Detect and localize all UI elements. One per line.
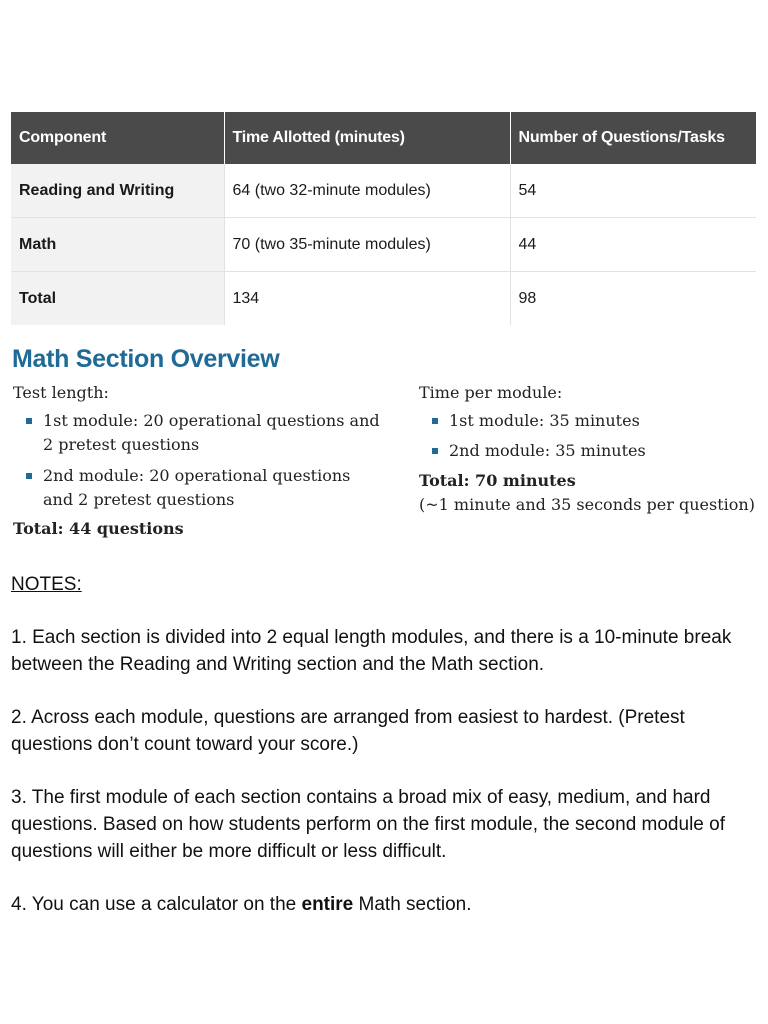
time-per-module-block bbox=[419, 381, 768, 517]
note-emphasis: entire bbox=[301, 894, 354, 915]
test-length-heading: Test length: bbox=[13, 383, 109, 402]
notes-section bbox=[11, 571, 759, 944]
table-header-row bbox=[11, 112, 756, 164]
square-bullet-icon bbox=[432, 418, 438, 424]
list-item-text: 1st module: 35 minutes bbox=[449, 411, 640, 430]
notes-heading: NOTES: bbox=[11, 574, 82, 595]
row-time-cell: 134 bbox=[224, 272, 510, 326]
table-row bbox=[11, 218, 756, 272]
exam-structure-table bbox=[11, 112, 756, 325]
time-per-module-heading: Time per module: bbox=[419, 383, 563, 402]
square-bullet-icon bbox=[26, 473, 32, 479]
list-item-text: 2nd module: 20 operational questions and 2 pretest questions bbox=[43, 466, 351, 509]
row-component-cell: Math bbox=[11, 218, 224, 272]
list-item-text: 2nd module: 35 minutes bbox=[449, 441, 646, 460]
row-component-cell: Reading and Writing bbox=[11, 164, 224, 218]
list-item bbox=[13, 409, 383, 457]
test-length-total: Total: 44 questions bbox=[13, 519, 184, 538]
row-component-cell: Total bbox=[11, 272, 224, 326]
math-overview-title: Math Section Overview bbox=[12, 345, 280, 373]
list-item bbox=[13, 464, 383, 512]
time-per-module-list bbox=[419, 409, 768, 463]
row-time-cell: 70 (two 35-minute modules) bbox=[224, 218, 510, 272]
column-header-time: Time Allotted (minutes) bbox=[224, 112, 510, 164]
column-header-component: Component bbox=[11, 112, 224, 164]
test-length-block bbox=[13, 381, 383, 541]
list-item-text: 1st module: 20 operational questions and 2 pretest questions bbox=[43, 411, 380, 454]
row-time-cell: 64 (two 32-minute modules) bbox=[224, 164, 510, 218]
column-header-questions: Number of Questions/Tasks bbox=[510, 112, 756, 164]
list-item bbox=[419, 439, 768, 463]
note-item: 3. The first module of each section contains a broad mix of easy, medium, and hard questions. Based on how students perform on the first module, the second module of questions will either be more difficult or less difficult. bbox=[11, 787, 725, 862]
row-questions-cell: 54 bbox=[510, 164, 756, 218]
table-row bbox=[11, 164, 756, 218]
note-item bbox=[11, 891, 759, 918]
test-length-list bbox=[13, 409, 383, 512]
list-item bbox=[419, 409, 768, 433]
table-row bbox=[11, 272, 756, 326]
note-item: 2. Across each module, questions are arranged from easiest to hardest. (Pretest questions don’t count toward your score.) bbox=[11, 707, 685, 755]
row-questions-cell: 44 bbox=[510, 218, 756, 272]
per-question-note: (~1 minute and 35 seconds per question) bbox=[419, 495, 755, 514]
row-questions-cell: 98 bbox=[510, 272, 756, 326]
square-bullet-icon bbox=[432, 448, 438, 454]
note-item: 1. Each section is divided into 2 equal length modules, and there is a 10-minute break between the Reading and Writing section and the Math section. bbox=[11, 627, 732, 675]
note-text: 4. You can use a calculator on the bbox=[11, 894, 302, 915]
note-text: Math section. bbox=[353, 894, 472, 915]
square-bullet-icon bbox=[26, 418, 32, 424]
time-total: Total: 70 minutes bbox=[419, 471, 576, 490]
